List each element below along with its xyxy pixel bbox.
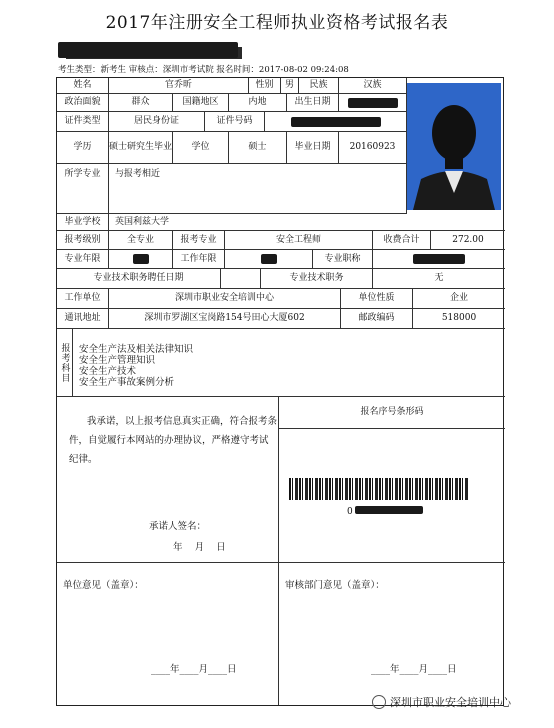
exam-major-value: 安全工程师	[225, 231, 373, 250]
edu-label: 学历	[57, 132, 109, 164]
subjects-list	[79, 344, 193, 388]
applicant-meta: 考生类型：新考生 审核点：深圳市考试院 报名时间：2017-08-02 09:24:08	[58, 65, 349, 75]
id-no-label: 证件号码	[205, 112, 265, 132]
years-value-redacted	[109, 250, 173, 269]
tech-post-label: 专业技术职务	[261, 269, 373, 289]
subjects-label: 报考科目	[57, 329, 73, 397]
id-no-value-redacted	[265, 112, 407, 132]
review-opinion-date: ____年____月____日	[371, 664, 457, 675]
watermark	[372, 694, 511, 710]
name-label: 姓名	[57, 78, 109, 94]
gender-label: 性别	[249, 78, 281, 94]
work-years-label: 工作年限	[173, 250, 225, 269]
level-value: 全专业	[109, 231, 173, 250]
pledge-date: 年 月 日	[173, 542, 226, 553]
applicant-photo	[407, 83, 501, 210]
id-type-label: 证件类型	[57, 112, 109, 132]
subject-item: 安全生产事故案例分析	[79, 377, 175, 388]
unit-type-label: 单位性质	[341, 289, 413, 309]
grad-date-value: 20160923	[339, 132, 407, 164]
review-opinion-label: 审核部门意见（盖章）：	[285, 580, 385, 591]
gender-value: 男	[281, 78, 299, 94]
address-label: 通讯地址	[57, 309, 109, 329]
signer-label: 承诺人签名：	[149, 521, 207, 532]
redacted-applicant-id	[58, 42, 238, 58]
employer-label: 工作单位	[57, 289, 109, 309]
fee-value: 272.00	[431, 231, 505, 250]
registration-barcode	[289, 478, 469, 500]
degree-label: 学位	[173, 132, 229, 164]
fee-label: 收费合计	[373, 231, 431, 250]
major-label: 所学专业	[57, 164, 109, 214]
level-label: 报考级别	[57, 231, 109, 250]
school-label: 毕业学校	[57, 214, 109, 231]
zip-value: 518000	[413, 309, 505, 329]
name-value: 官乔昕	[109, 78, 249, 94]
work-years-value-redacted	[225, 250, 313, 269]
unit-opinion-label: 单位意见（盖章）：	[63, 580, 144, 591]
years-label: 专业年限	[57, 250, 109, 269]
unit-opinion-date: ____年____月____日	[151, 664, 237, 675]
edu-value: 硕士研究生毕业	[109, 132, 173, 164]
political-label: 政治面貌	[57, 94, 109, 112]
ethnicity-value: 汉族	[339, 78, 407, 94]
unit-type-value: 企业	[413, 289, 505, 309]
major-value: 与报考相近	[109, 164, 407, 214]
subject-item: 安全生产管理知识	[79, 355, 156, 366]
subject-item: 安全生产法及相关法律知识	[79, 344, 194, 355]
page-title: 2017年注册安全工程师执业资格考试报名表	[105, 13, 449, 33]
registration-form	[56, 77, 504, 706]
title-label: 专业职称	[313, 250, 373, 269]
address-value: 深圳市罗湖区宝岗路154号田心大厦602	[109, 309, 341, 329]
grad-date-label: 毕业日期	[287, 132, 339, 164]
wechat-icon	[372, 695, 386, 709]
barcode-number-prefix: 0	[347, 507, 353, 517]
region-label: 国籍地区	[173, 94, 229, 112]
school-value: 英国利兹大学	[109, 214, 505, 231]
birth-label: 出生日期	[287, 94, 339, 112]
barcode-number	[347, 506, 423, 517]
degree-value: 硕士	[229, 132, 287, 164]
barcode-label: 报名序号条形码	[279, 397, 505, 429]
pledge-text: 我承诺，以上报考信息真实正确，符合报考条件，自觉履行本网站的办理协议，严格遵守考试纪律。	[69, 416, 278, 465]
id-type-value: 居民身份证	[109, 112, 205, 132]
political-value: 群众	[109, 94, 173, 112]
watermark-text: 深圳市职业安全培训中心	[390, 696, 511, 709]
title-value-redacted	[373, 250, 505, 269]
employer-value: 深圳市职业安全培训中心	[109, 289, 341, 309]
subject-item: 安全生产技术	[79, 366, 137, 377]
appoint-value	[221, 269, 261, 289]
exam-major-label: 报考专业	[173, 231, 225, 250]
tech-post-value: 无	[373, 269, 505, 289]
zip-label: 邮政编码	[341, 309, 413, 329]
appoint-label: 专业技术职务聘任日期	[57, 269, 221, 289]
ethnicity-label: 民族	[299, 78, 339, 94]
birth-value-redacted	[339, 94, 407, 112]
region-value: 内地	[229, 94, 287, 112]
